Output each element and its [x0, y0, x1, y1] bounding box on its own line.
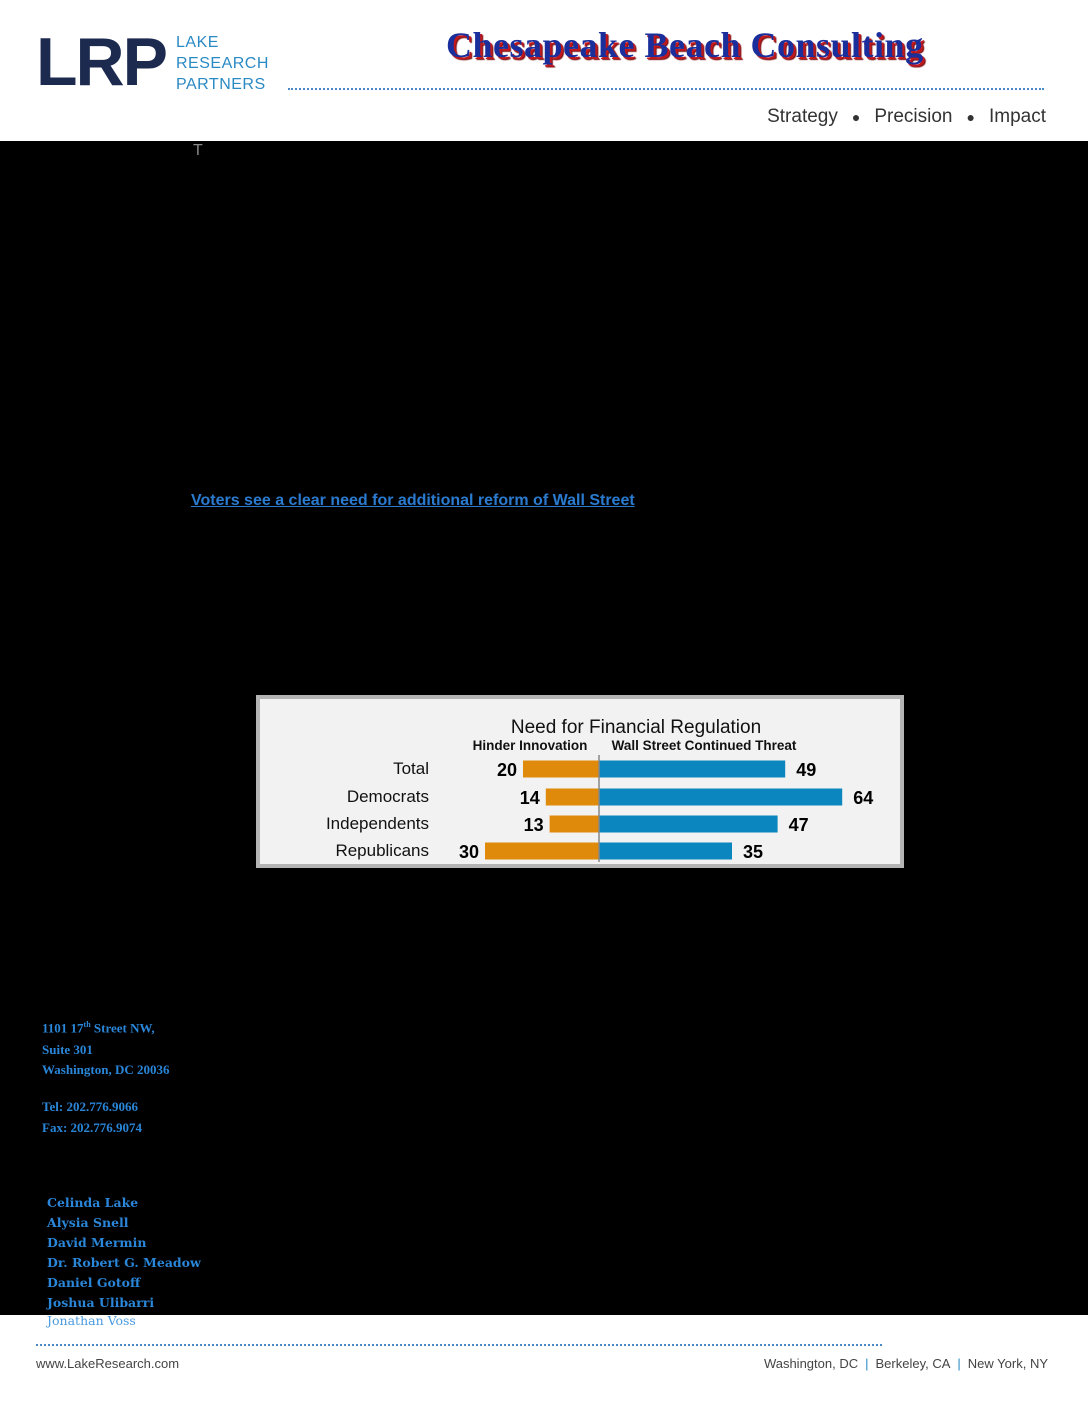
bar-threat — [599, 761, 785, 778]
city: Washington, DC — [763, 1356, 859, 1371]
website-link[interactable]: www.LakeResearch.com — [36, 1356, 180, 1371]
headline-link[interactable]: Voters see a clear need for additional reform of Wall Street — [191, 492, 635, 509]
legend-label: Hinder Innovation — [472, 738, 588, 753]
bar-hinder — [546, 789, 599, 806]
address-sup: th — [83, 1020, 91, 1029]
address-part: 1101 17 — [42, 1020, 84, 1036]
logo-sub-line: LAKE — [176, 34, 219, 51]
lrp-logo: LRP — [36, 24, 166, 100]
category-label: Democrats — [346, 787, 429, 806]
bullet-icon: ● — [851, 109, 861, 125]
partner-name: Alysia Snell — [47, 1215, 129, 1230]
bar-threat — [599, 789, 842, 806]
bullet-icon: ● — [966, 109, 975, 125]
bar-hinder — [550, 816, 599, 833]
partner-name: Jonathan Voss — [47, 1313, 136, 1328]
tagline-word: Precision — [874, 106, 953, 127]
category-label: Republicans — [335, 841, 429, 860]
footer-divider — [36, 1344, 882, 1346]
partner-logo: Chesapeake Beach Consulting — [446, 25, 924, 65]
value-label: 47 — [788, 815, 809, 835]
page-header — [0, 0, 1088, 141]
legend-label: Wall Street Continued Threat — [611, 738, 797, 753]
partner-name: Dr. Robert G. Meadow — [47, 1255, 201, 1270]
logo-sub-line: RESEARCH — [176, 55, 269, 72]
bar-threat — [599, 843, 732, 860]
tagline-word: Strategy — [767, 106, 838, 127]
fax: Fax: 202.776.9074 — [42, 1120, 143, 1135]
partner-name: Daniel Gotoff — [47, 1275, 141, 1290]
city: Berkeley, CA — [875, 1356, 951, 1371]
category-label: Independents — [325, 814, 429, 833]
value-label: 30 — [458, 842, 479, 862]
regulation-chart — [256, 695, 904, 868]
city: New York, NY — [967, 1356, 1048, 1371]
office-locations — [764, 1356, 1048, 1371]
category-label: Total — [393, 759, 429, 778]
chart-title: Need for Financial Regulation — [510, 717, 762, 738]
bar-hinder — [523, 761, 599, 778]
partner-name: David Mermin — [47, 1235, 147, 1250]
address-part: Street NW, — [90, 1020, 155, 1036]
telephone: Tel: 202.776.9066 — [42, 1099, 138, 1114]
value-label: 14 — [519, 788, 540, 808]
value-label: 64 — [853, 788, 874, 808]
address-line-1 — [42, 1020, 155, 1036]
value-label: 49 — [796, 760, 817, 780]
stray-text: T — [193, 142, 203, 159]
tagline — [767, 106, 1046, 128]
address-line-3: Washington, DC 20036 — [42, 1062, 170, 1077]
bar-threat — [599, 816, 778, 833]
lrp-logo-subtitle — [176, 32, 269, 95]
tagline-word: Impact — [988, 106, 1046, 127]
separator: | — [865, 1356, 869, 1371]
separator: | — [957, 1356, 961, 1371]
value-label: 20 — [496, 760, 517, 780]
value-label: 35 — [743, 842, 764, 862]
bar-hinder — [485, 843, 599, 860]
address-line-2: Suite 301 — [42, 1042, 93, 1057]
header-divider — [288, 88, 1044, 90]
logo-sub-line: PARTNERS — [176, 76, 266, 93]
chart-svg — [260, 699, 900, 864]
value-label: 13 — [523, 815, 544, 835]
partner-name: Celinda Lake — [47, 1195, 139, 1210]
partner-name: Joshua Ulibarri — [47, 1295, 155, 1310]
